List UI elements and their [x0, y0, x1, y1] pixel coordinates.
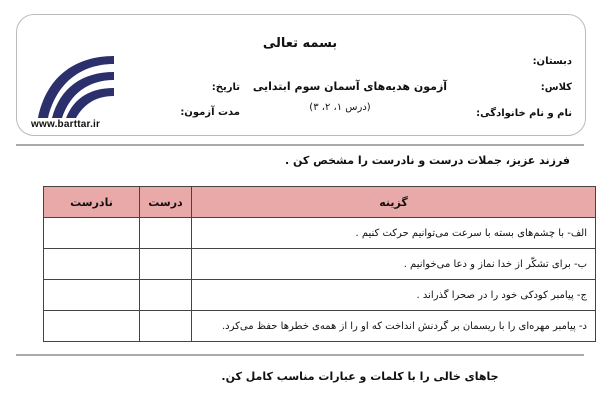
table-row: [44, 218, 596, 249]
question-text: ب- برای تشکّر از خدا نماز و دعا می‌خوانیم .: [192, 249, 596, 280]
true-answer-cell[interactable]: [140, 311, 192, 342]
table-header-row: [44, 187, 596, 218]
column-header-option: گزینه: [192, 187, 596, 218]
true-false-table: [43, 186, 596, 342]
page-title: بسمه تعالی: [262, 36, 338, 51]
false-answer-cell[interactable]: [44, 218, 140, 249]
duration-label: مدت آزمون:: [180, 107, 240, 118]
table-row: [44, 280, 596, 311]
section1-instruction: فرزند عزیز، جملات درست و نادرست را مشخص کن .: [284, 154, 570, 167]
question-text: ج- پیامبر کودکی خود را در صحرا گذراند .: [192, 280, 596, 311]
section-divider: [16, 144, 584, 146]
false-answer-cell[interactable]: [44, 311, 140, 342]
name-label: نام و نام خانوادگی:: [476, 108, 572, 119]
school-label: دبستان:: [532, 56, 572, 67]
logo: [34, 48, 116, 120]
true-answer-cell[interactable]: [140, 218, 192, 249]
table-row: [44, 311, 596, 342]
false-answer-cell[interactable]: [44, 280, 140, 311]
column-header-true: درست: [140, 187, 192, 218]
false-answer-cell[interactable]: [44, 249, 140, 280]
question-text: د- پیامبر مهره‌ای را با ریسمان بر گردنش انداخت که او را از همه‌ی خطرها حفظ می‌کرد.: [192, 311, 596, 342]
exam-title: آزمون هدیه‌های آسمان سوم ابتدایی: [252, 80, 448, 93]
website-url: www.barttar.ir: [31, 119, 101, 130]
question-text: الف- با چشم‌های بسته با سرعت می‌توانیم حرکت کنیم .: [192, 218, 596, 249]
section2-instruction: جاهای خالی را با کلمات و عبارات مناسب کامل کن.: [221, 370, 499, 383]
table-row: [44, 249, 596, 280]
true-answer-cell[interactable]: [140, 249, 192, 280]
column-header-false: نادرست: [44, 187, 140, 218]
date-label: تاریخ:: [211, 82, 240, 93]
exam-lessons: (درس ۱، ۲، ۳): [309, 102, 371, 113]
true-answer-cell[interactable]: [140, 280, 192, 311]
logo-swoosh-icon: [34, 48, 116, 120]
section-divider: [16, 354, 584, 356]
class-label: کلاس:: [540, 82, 572, 93]
